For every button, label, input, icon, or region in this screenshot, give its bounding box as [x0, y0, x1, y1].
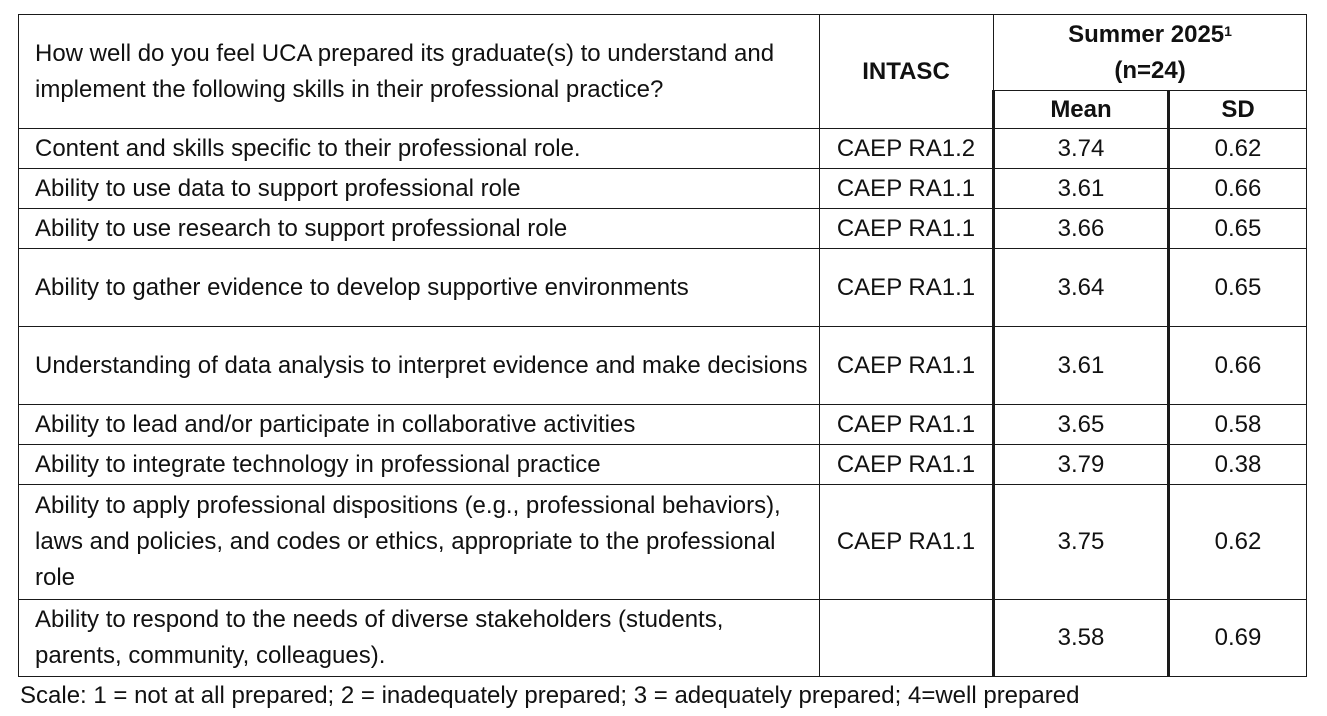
- mean-cell: 3.58: [994, 600, 1169, 677]
- mean-cell: 3.75: [994, 485, 1169, 600]
- sd-cell: 0.58: [1169, 405, 1307, 445]
- scale-footnote: Scale: 1 = not at all prepared; 2 = inadequately prepared; 3 = adequately prepared; 4=well prepared: [20, 682, 1080, 709]
- standard-cell: CAEP RA1.1: [820, 445, 994, 485]
- standard-cell: CAEP RA1.2: [820, 129, 994, 169]
- table-row: [19, 129, 1307, 169]
- skill-cell: Ability to use data to support professional role: [19, 169, 820, 209]
- standard-cell: CAEP RA1.1: [820, 405, 994, 445]
- sd-cell: 0.66: [1169, 327, 1307, 405]
- table-row: [19, 249, 1307, 327]
- table-row: [19, 209, 1307, 249]
- skill-cell: Ability to use research to support professional role: [19, 209, 820, 249]
- standard-cell: CAEP RA1.1: [820, 209, 994, 249]
- sd-cell: 0.65: [1169, 209, 1307, 249]
- mean-cell: 3.74: [994, 129, 1169, 169]
- sd-cell: 0.66: [1169, 169, 1307, 209]
- term-footnote-mark: 1: [1224, 22, 1232, 39]
- standard-cell: CAEP RA1.1: [820, 485, 994, 600]
- standard-cell: CAEP RA1.1: [820, 169, 994, 209]
- table-row: [19, 405, 1307, 445]
- skill-cell: Ability to lead and/or participate in collaborative activities: [19, 405, 820, 445]
- skill-cell: Ability to integrate technology in professional practice: [19, 445, 820, 485]
- term-label: Summer 2025: [1068, 20, 1225, 48]
- standard-cell: CAEP RA1.1: [820, 249, 994, 327]
- table-row: [19, 600, 1307, 677]
- skill-cell: Content and skills specific to their professional role.: [19, 129, 820, 169]
- sd-cell: 0.62: [1169, 485, 1307, 600]
- sd-cell: 0.65: [1169, 249, 1307, 327]
- table-row: [19, 445, 1307, 485]
- sd-header: SD: [1169, 91, 1307, 129]
- mean-header: Mean: [994, 91, 1169, 129]
- sd-cell: 0.69: [1169, 600, 1307, 677]
- standard-cell: CAEP RA1.1: [820, 327, 994, 405]
- intasc-header: INTASC: [820, 15, 994, 129]
- mean-cell: 3.61: [994, 169, 1169, 209]
- mean-cell: 3.61: [994, 327, 1169, 405]
- skill-cell: Understanding of data analysis to interpret evidence and make decisions: [19, 327, 820, 405]
- skill-cell: Ability to gather evidence to develop supportive environments: [19, 249, 820, 327]
- question-header: How well do you feel UCA prepared its graduate(s) to understand and implement the following skills in their professional practice?: [19, 15, 820, 129]
- results-table: [18, 14, 1307, 677]
- mean-cell: 3.79: [994, 445, 1169, 485]
- skill-cell: Ability to respond to the needs of diverse stakeholders (students, parents, community, colleagues).: [19, 600, 820, 677]
- header-row-1: [19, 15, 1307, 91]
- skill-cell: Ability to apply professional dispositions (e.g., professional behaviors), laws and policies, and codes or ethics, appropriate to the professional role: [19, 485, 820, 600]
- table-row: [19, 169, 1307, 209]
- mean-cell: 3.65: [994, 405, 1169, 445]
- standard-cell: [820, 600, 994, 677]
- mean-cell: 3.66: [994, 209, 1169, 249]
- table-row: [19, 327, 1307, 405]
- sd-cell: 0.62: [1169, 129, 1307, 169]
- sd-cell: 0.38: [1169, 445, 1307, 485]
- table-row: [19, 485, 1307, 600]
- sample-size: (n=24): [1114, 56, 1186, 84]
- mean-cell: 3.64: [994, 249, 1169, 327]
- term-header: [994, 15, 1307, 91]
